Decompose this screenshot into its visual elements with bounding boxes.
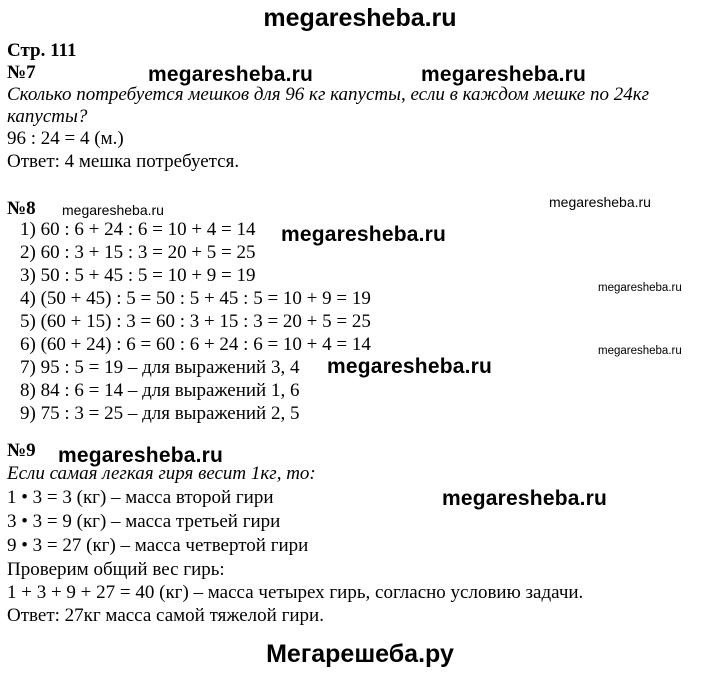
task8-line: 9) 75 : 3 = 25 – для выражений 2, 5 <box>20 403 300 424</box>
task9-line: 3 • 3 = 9 (кг) – масса третьей гири <box>7 511 281 532</box>
task7-calculation: 96 : 24 = 4 (м.) <box>7 128 124 149</box>
task9-intro: Если самая легкая гиря весит 1кг, то: <box>7 463 316 484</box>
watermark: megaresheba.ru <box>148 63 314 86</box>
task8-line: 7) 95 : 5 = 19 – для выражений 3, 4 <box>20 357 300 378</box>
header-site-title: megaresheba.ru <box>263 4 457 32</box>
watermark: megaresheba.ru <box>598 282 682 294</box>
task8-line: 1) 60 : 6 + 24 : 6 = 10 + 4 = 14 <box>20 219 256 240</box>
task8-line: 8) 84 : 6 = 14 – для выражений 1, 6 <box>20 380 300 401</box>
task9-number: №9 <box>7 440 36 461</box>
task9-answer: Ответ: 27кг масса самой тяжелой гири. <box>7 605 324 626</box>
task8-line: 4) (50 + 45) : 5 = 50 : 5 + 45 : 5 = 10 + 9 = 19 <box>20 288 371 309</box>
task7-number: №7 <box>7 62 36 83</box>
task9-line: 9 • 3 = 27 (кг) – масса четвертой гири <box>7 535 309 556</box>
watermark: megaresheba.ru <box>421 63 587 86</box>
task8-line: 3) 50 : 5 + 45 : 5 = 10 + 9 = 19 <box>20 265 256 286</box>
task9-line: 1 + 3 + 9 + 27 = 40 (кг) – масса четырех гирь, согласно условию задачи. <box>7 582 584 603</box>
watermark: megaresheba.ru <box>281 223 447 246</box>
task8-line: 2) 60 : 3 + 15 : 3 = 20 + 5 = 25 <box>20 242 256 263</box>
task8-line: 5) (60 + 15) : 3 = 60 : 3 + 15 : 3 = 20 + 5 = 25 <box>20 311 371 332</box>
watermark: megaresheba.ru <box>62 202 164 218</box>
footer-site-title: Мегарешеба.ру <box>266 640 454 668</box>
watermark: megaresheba.ru <box>549 194 651 210</box>
task7-question-line1: Сколько потребуется мешков для 96 кг капусты, если в каждом мешке по 24кг <box>7 84 650 105</box>
watermark: megaresheba.ru <box>598 345 682 357</box>
task7-answer: Ответ: 4 мешка потребуется. <box>7 151 240 172</box>
page-label: Стр. 111 <box>7 40 77 61</box>
task9-line: Проверим общий вес гирь: <box>7 559 225 580</box>
task9-line: 1 • 3 = 3 (кг) – масса второй гири <box>7 487 274 508</box>
task7-question-line2: капусты? <box>7 106 88 127</box>
task8-line: 6) (60 + 24) : 6 = 60 : 6 + 24 : 6 = 10 + 4 = 14 <box>20 334 371 355</box>
watermark: megaresheba.ru <box>442 487 608 510</box>
task8-number: №8 <box>7 198 36 219</box>
watermark: megaresheba.ru <box>327 355 493 378</box>
watermark: megaresheba.ru <box>58 444 224 467</box>
